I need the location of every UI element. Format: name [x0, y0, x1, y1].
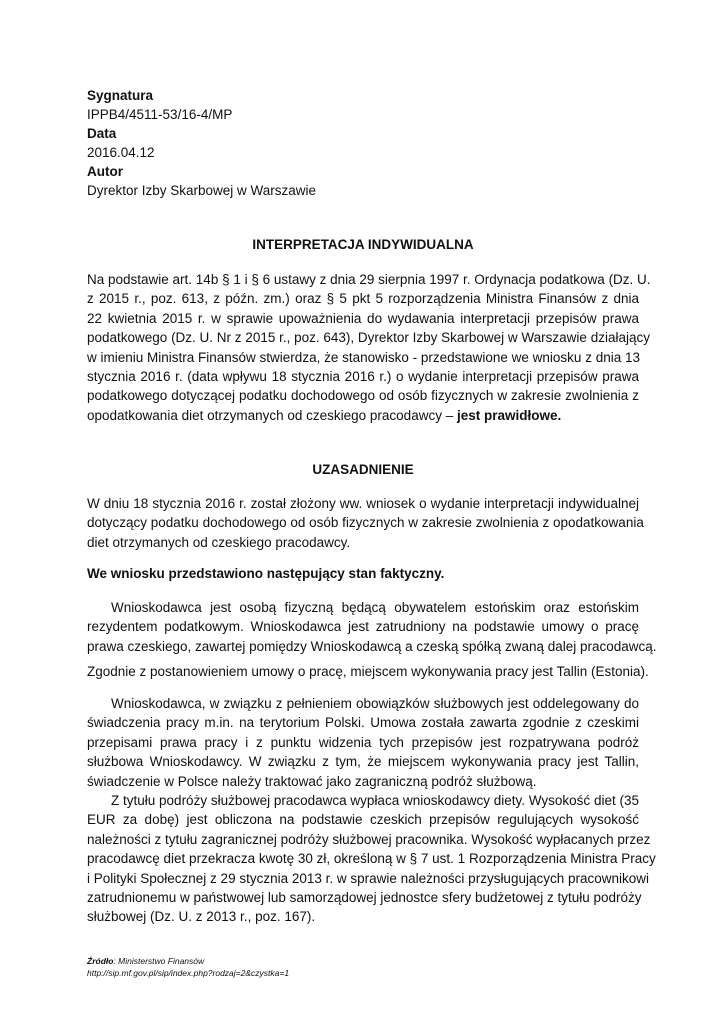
paragraph-3 — [87, 662, 649, 681]
para5-line: i Polityki Społecznej z 29 stycznia 2013 r. w sprawie należności przysługujących pracownikowi — [87, 870, 650, 886]
autor-value: Dyrektor Izby Skarbowej w Warszawie — [87, 183, 317, 198]
para1-line: W dniu 18 stycznia 2016 r. został złożony ww. wniosek o wydanie interpretacji indywidualnej — [87, 496, 639, 511]
para4-line: świadczenie w Polsce należy traktować jako zagraniczną podróż służbową. — [87, 773, 537, 789]
intro-line: Na podstawie art. 14b § 1 i § 6 ustawy z dnia 29 sierpnia 1997 r. Ordynacja podatkowa (Dz. U. — [87, 272, 651, 287]
intro-paragraph — [87, 270, 651, 425]
para4-line: Wnioskodawca, w związku z pełnieniem obowiązków służbowych jest oddelegowany do — [111, 696, 639, 711]
intro-line: z 2015 r., poz. 613, z późn. zm.) oraz § 5 pkt 5 rozporządzenia Ministra Finansów z dnia — [87, 291, 639, 307]
para5-line: służbowej (Dz. U. z 2013 r., poz. 167). — [87, 909, 316, 925]
sygnatura-value: IPPB4/4511-53/16-4/MP — [87, 107, 233, 122]
intro-line: 22 kwietnia 2015 r. w sprawie upoważnienia do wydawania interpretacji przepisów prawa — [87, 310, 639, 326]
uzasadnienie-heading: UZASADNIENIE — [312, 462, 414, 477]
para5-line: pracodawcę diet przekracza kwotę 30 zł, określoną w § 7 ust. 1 Rozporządzenia Ministra Pracy — [87, 851, 656, 867]
para3-line: Zgodnie z postanowieniem umowy o pracę, miejscem wykonywania pracy jest Tallin (Estonia). — [87, 664, 649, 679]
para5-line: zatrudnionemu w państwowej lub samorządowej jednostce sfery budżetowej z tytułu podróży — [87, 890, 642, 906]
para5-line: EUR za dobę) jest obliczona na podstawie czeskich przepisów regulujących wysokość — [87, 812, 639, 828]
intro-last-line — [87, 406, 639, 425]
paragraph-2 — [87, 598, 657, 656]
source-url: http://sip.mf.gov.pl/sip/index.php?rodzaj=2&czystka=1 — [87, 968, 290, 978]
para4-line: przepisami prawa pracy i z punktu widzenia tych przepisów jest rozpatrywana podróż — [87, 734, 639, 750]
intro-line: w imieniu Ministra Finansów stwierdza, że stanowisko - przedstawione we wniosku z dnia 13 — [87, 349, 640, 365]
para2-line: Wnioskodawca jest osobą fizyczną będącą obywatelem estońskim oraz estońskim — [111, 600, 639, 615]
para1-line: diet otrzymanych od czeskiego pracodawcy. — [87, 534, 351, 550]
paragraph-1 — [87, 494, 644, 552]
stan-heading-text: We wniosku przedstawiono następujący stan faktyczny. — [87, 566, 445, 581]
para4-line: służbowa Wnioskodawcy. W związku z tym, że miejscem wykonywania pracy jest Tallin, — [87, 754, 639, 770]
data-label: Data — [87, 126, 117, 141]
data-value: 2016.04.12 — [87, 145, 155, 160]
source-value: : Ministerstwo Finansów — [113, 956, 205, 966]
document-title: INTERPRETACJA INDYWIDUALNA — [252, 237, 474, 252]
stan-faktyczny-heading — [87, 564, 639, 583]
intro-line: podatkowego dotyczącej podatku dochodowego od osób fizycznych w zakresie zwolnienia z — [87, 388, 639, 404]
autor-label: Autor — [87, 164, 123, 179]
source-footer — [87, 955, 289, 979]
intro-line: podatkowego (Dz. U. Nr z 2015 r., poz. 643), Dyrektor Izby Skarbowej w Warszawie działający — [87, 330, 650, 346]
metadata-block — [87, 86, 316, 200]
source-label: Źródło — [87, 956, 114, 966]
para4-line: świadczenia pracy m.in. na terytorium Polski. Umowa została zawarta zgodnie z czeskimi — [87, 715, 639, 731]
intro-last-plain: opodatkowania diet otrzymanych od czeskiego pracodawcy – — [87, 407, 457, 423]
sygnatura-label: Sygnatura — [87, 88, 154, 103]
para1-line: dotyczący podatku dochodowego od osób fizycznych w zakresie zwolnienia z opodatkowania — [87, 515, 644, 531]
intro-line: stycznia 2016 r. (data wpływu 18 stycznia 2016 r.) o wydanie interpretacji przepisów prawa — [87, 369, 639, 385]
para5-line: należności z tytułu zagranicznej podróży służbowej pracownika. Wysokość wypłacanych przez — [87, 831, 651, 847]
para5-line: Z tytułu podróży służbowej pracodawca wypłaca wnioskodawcy diety. Wysokość diet (35 — [111, 793, 639, 808]
paragraph-4 — [87, 694, 639, 791]
intro-verdict: jest prawidłowe. — [456, 407, 562, 423]
para2-line: prawa czeskiego, zawartej pomiędzy Wnioskodawcą a czeską spółką zwaną dalej pracodawcą. — [87, 638, 657, 654]
para2-line: rezydentem podatkowym. Wnioskodawca jest zatrudniony na podstawie umowy o pracę — [87, 619, 639, 635]
paragraph-5 — [87, 791, 656, 927]
